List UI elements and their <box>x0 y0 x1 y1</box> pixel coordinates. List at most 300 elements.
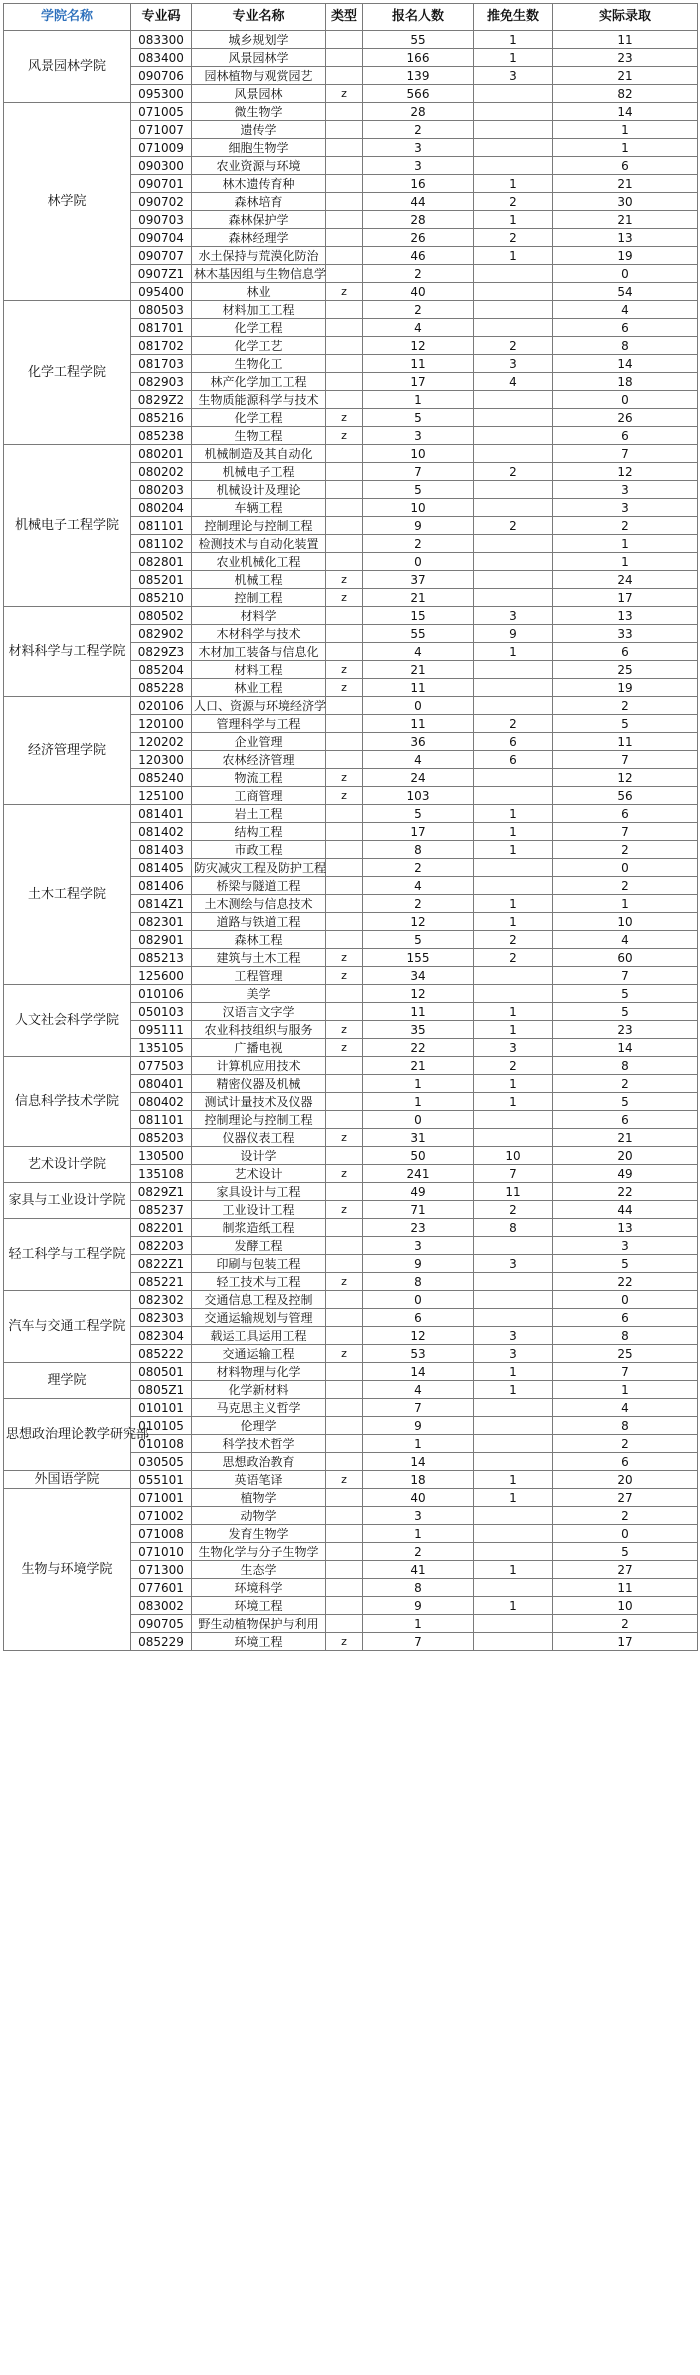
cell-applicants: 11 <box>363 355 474 373</box>
college-name-cell: 理学院 <box>4 1363 131 1399</box>
cell-major: 材料物理与化学 <box>192 1363 326 1381</box>
cell-major: 动物学 <box>192 1507 326 1525</box>
cell-major: 发育生物学 <box>192 1525 326 1543</box>
cell-major: 控制工程 <box>192 589 326 607</box>
cell-major: 化学工程 <box>192 409 326 427</box>
cell-exempt: 1 <box>474 1003 553 1021</box>
cell-admitted: 8 <box>553 1417 698 1435</box>
cell-major: 结构工程 <box>192 823 326 841</box>
cell-admitted: 0 <box>553 265 698 283</box>
cell-code: 082801 <box>131 553 192 571</box>
cell-type <box>326 553 363 571</box>
cell-applicants: 166 <box>363 49 474 67</box>
cell-type <box>326 67 363 85</box>
cell-major: 森林保护学 <box>192 211 326 229</box>
cell-code: 0805Z1 <box>131 1381 192 1399</box>
cell-major: 制浆造纸工程 <box>192 1219 326 1237</box>
cell-exempt: 3 <box>474 607 553 625</box>
cell-code: 090703 <box>131 211 192 229</box>
cell-major: 市政工程 <box>192 841 326 859</box>
cell-admitted: 17 <box>553 1633 698 1651</box>
cell-type: z <box>326 769 363 787</box>
cell-admitted: 13 <box>553 607 698 625</box>
cell-type <box>326 499 363 517</box>
cell-admitted: 1 <box>553 139 698 157</box>
cell-applicants: 34 <box>363 967 474 985</box>
cell-code: 081401 <box>131 805 192 823</box>
cell-type <box>326 1399 363 1417</box>
cell-type: z <box>326 1471 363 1489</box>
cell-major: 机械制造及其自动化 <box>192 445 326 463</box>
cell-code: 090300 <box>131 157 192 175</box>
cell-type <box>326 445 363 463</box>
cell-code: 080201 <box>131 445 192 463</box>
cell-applicants: 28 <box>363 211 474 229</box>
college-name-cell: 化学工程学院 <box>4 301 131 445</box>
cell-type <box>326 1489 363 1507</box>
cell-admitted: 11 <box>553 733 698 751</box>
cell-exempt: 3 <box>474 355 553 373</box>
cell-admitted: 4 <box>553 301 698 319</box>
cell-major: 森林经理学 <box>192 229 326 247</box>
cell-code: 082203 <box>131 1237 192 1255</box>
cell-applicants: 155 <box>363 949 474 967</box>
cell-applicants: 50 <box>363 1147 474 1165</box>
cell-code: 085213 <box>131 949 192 967</box>
cell-major: 载运工具运用工程 <box>192 1327 326 1345</box>
cell-exempt <box>474 769 553 787</box>
cell-code: 080202 <box>131 463 192 481</box>
cell-type <box>326 121 363 139</box>
cell-exempt: 9 <box>474 625 553 643</box>
cell-code: 071009 <box>131 139 192 157</box>
cell-code: 071008 <box>131 1525 192 1543</box>
cell-type <box>326 607 363 625</box>
cell-exempt <box>474 409 553 427</box>
cell-applicants: 9 <box>363 517 474 535</box>
cell-major: 林木基因组与生物信息学 <box>192 265 326 283</box>
cell-admitted: 23 <box>553 1021 698 1039</box>
cell-exempt: 3 <box>474 67 553 85</box>
cell-code: 120202 <box>131 733 192 751</box>
cell-major: 生物工程 <box>192 427 326 445</box>
cell-exempt <box>474 85 553 103</box>
cell-major: 化学工程 <box>192 319 326 337</box>
cell-exempt <box>474 391 553 409</box>
cell-code: 0814Z1 <box>131 895 192 913</box>
cell-major: 车辆工程 <box>192 499 326 517</box>
cell-exempt <box>474 859 553 877</box>
cell-exempt: 1 <box>474 175 553 193</box>
cell-applicants: 2 <box>363 301 474 319</box>
cell-major: 木材加工装备与信息化 <box>192 643 326 661</box>
cell-type <box>326 1255 363 1273</box>
cell-major: 城乡规划学 <box>192 31 326 49</box>
table-row <box>4 1399 698 1417</box>
cell-exempt: 7 <box>474 1165 553 1183</box>
table-row <box>4 805 698 823</box>
college-name-cell: 轻工科学与工程学院 <box>4 1219 131 1291</box>
cell-major: 园林植物与观赏园艺 <box>192 67 326 85</box>
cell-major: 环境科学 <box>192 1579 326 1597</box>
cell-major: 伦理学 <box>192 1417 326 1435</box>
cell-major: 交通运输规划与管理 <box>192 1309 326 1327</box>
cell-code: 080203 <box>131 481 192 499</box>
cell-exempt: 1 <box>474 31 553 49</box>
header-row <box>4 4 698 31</box>
cell-type <box>326 1435 363 1453</box>
cell-exempt <box>474 103 553 121</box>
cell-code: 081101 <box>131 1111 192 1129</box>
cell-code: 082201 <box>131 1219 192 1237</box>
cell-applicants: 55 <box>363 31 474 49</box>
cell-applicants: 40 <box>363 1489 474 1507</box>
cell-admitted: 6 <box>553 1111 698 1129</box>
cell-type <box>326 1381 363 1399</box>
cell-code: 071001 <box>131 1489 192 1507</box>
cell-type <box>326 913 363 931</box>
cell-applicants: 0 <box>363 1291 474 1309</box>
cell-code: 071300 <box>131 1561 192 1579</box>
cell-code: 081701 <box>131 319 192 337</box>
cell-admitted: 21 <box>553 211 698 229</box>
cell-applicants: 10 <box>363 499 474 517</box>
cell-exempt <box>474 1291 553 1309</box>
cell-type <box>326 193 363 211</box>
cell-admitted: 8 <box>553 1327 698 1345</box>
cell-code: 077601 <box>131 1579 192 1597</box>
cell-type <box>326 805 363 823</box>
cell-applicants: 28 <box>363 103 474 121</box>
cell-code: 090704 <box>131 229 192 247</box>
cell-code: 120300 <box>131 751 192 769</box>
cell-applicants: 46 <box>363 247 474 265</box>
cell-exempt <box>474 535 553 553</box>
cell-admitted: 8 <box>553 1057 698 1075</box>
cell-admitted: 60 <box>553 949 698 967</box>
cell-admitted: 5 <box>553 1093 698 1111</box>
cell-exempt <box>474 1111 553 1129</box>
cell-type <box>326 229 363 247</box>
cell-major: 马克思主义哲学 <box>192 1399 326 1417</box>
cell-major: 物流工程 <box>192 769 326 787</box>
cell-exempt <box>474 1309 553 1327</box>
cell-type <box>326 1525 363 1543</box>
cell-type <box>326 517 363 535</box>
cell-type: z <box>326 85 363 103</box>
cell-code: 083400 <box>131 49 192 67</box>
cell-major: 家具设计与工程 <box>192 1183 326 1201</box>
cell-applicants: 2 <box>363 859 474 877</box>
cell-major: 风景园林 <box>192 85 326 103</box>
cell-admitted: 44 <box>553 1201 698 1219</box>
cell-exempt <box>474 787 553 805</box>
cell-type <box>326 841 363 859</box>
cell-admitted: 13 <box>553 1219 698 1237</box>
cell-type <box>326 319 363 337</box>
cell-code: 082302 <box>131 1291 192 1309</box>
cell-admitted: 2 <box>553 877 698 895</box>
table-row <box>4 607 698 625</box>
cell-major: 艺术设计 <box>192 1165 326 1183</box>
cell-applicants: 17 <box>363 373 474 391</box>
cell-major: 英语笔译 <box>192 1471 326 1489</box>
cell-admitted: 21 <box>553 175 698 193</box>
cell-exempt <box>474 1129 553 1147</box>
cell-applicants: 5 <box>363 409 474 427</box>
cell-applicants: 26 <box>363 229 474 247</box>
table-row <box>4 1363 698 1381</box>
cell-major: 生物质能源科学与技术 <box>192 391 326 409</box>
cell-type: z <box>326 1345 363 1363</box>
cell-type <box>326 1615 363 1633</box>
cell-major: 森林培育 <box>192 193 326 211</box>
cell-major: 人口、资源与环境经济学 <box>192 697 326 715</box>
college-name-cell: 生物与环境学院 <box>4 1489 131 1651</box>
cell-applicants: 12 <box>363 337 474 355</box>
cell-major: 企业管理 <box>192 733 326 751</box>
cell-code: 080204 <box>131 499 192 517</box>
cell-exempt <box>474 1399 553 1417</box>
cell-admitted: 25 <box>553 1345 698 1363</box>
cell-admitted: 2 <box>553 841 698 859</box>
cell-exempt <box>474 283 553 301</box>
cell-major: 控制理论与控制工程 <box>192 1111 326 1129</box>
cell-exempt: 1 <box>474 1075 553 1093</box>
cell-applicants: 2 <box>363 535 474 553</box>
cell-admitted: 6 <box>553 427 698 445</box>
cell-type <box>326 733 363 751</box>
cell-type <box>326 373 363 391</box>
cell-type <box>326 1147 363 1165</box>
cell-admitted: 25 <box>553 661 698 679</box>
cell-admitted: 7 <box>553 967 698 985</box>
cell-code: 050103 <box>131 1003 192 1021</box>
table-row <box>4 1147 698 1165</box>
cell-code: 085222 <box>131 1345 192 1363</box>
cell-major: 机械工程 <box>192 571 326 589</box>
cell-applicants: 14 <box>363 1453 474 1471</box>
cell-major: 化学新材料 <box>192 1381 326 1399</box>
cell-type: z <box>326 1273 363 1291</box>
cell-admitted: 49 <box>553 1165 698 1183</box>
cell-type <box>326 751 363 769</box>
cell-admitted: 1 <box>553 121 698 139</box>
cell-code: 081101 <box>131 517 192 535</box>
cell-applicants: 8 <box>363 1273 474 1291</box>
cell-major: 工商管理 <box>192 787 326 805</box>
cell-exempt: 1 <box>474 1093 553 1111</box>
cell-exempt <box>474 1615 553 1633</box>
cell-major: 精密仪器及机械 <box>192 1075 326 1093</box>
cell-admitted: 3 <box>553 1237 698 1255</box>
cell-exempt <box>474 571 553 589</box>
cell-exempt <box>474 1453 553 1471</box>
cell-type <box>326 1111 363 1129</box>
cell-major: 机械电子工程 <box>192 463 326 481</box>
college-name-cell: 外国语学院 <box>4 1471 131 1489</box>
cell-code: 120100 <box>131 715 192 733</box>
cell-code: 010106 <box>131 985 192 1003</box>
cell-admitted: 5 <box>553 1255 698 1273</box>
cell-major: 仪器仪表工程 <box>192 1129 326 1147</box>
cell-exempt <box>474 499 553 517</box>
cell-major: 细胞生物学 <box>192 139 326 157</box>
cell-code: 090706 <box>131 67 192 85</box>
cell-code: 082301 <box>131 913 192 931</box>
cell-code: 081102 <box>131 535 192 553</box>
cell-admitted: 0 <box>553 391 698 409</box>
cell-exempt: 3 <box>474 1327 553 1345</box>
cell-admitted: 19 <box>553 247 698 265</box>
cell-applicants: 37 <box>363 571 474 589</box>
college-name-cell: 信息科学技术学院 <box>4 1057 131 1147</box>
cell-admitted: 11 <box>553 1579 698 1597</box>
cell-exempt: 2 <box>474 1057 553 1075</box>
cell-major: 林产化学加工工程 <box>192 373 326 391</box>
cell-type: z <box>326 661 363 679</box>
cell-type <box>326 355 363 373</box>
cell-admitted: 22 <box>553 1183 698 1201</box>
cell-applicants: 10 <box>363 445 474 463</box>
cell-applicants: 139 <box>363 67 474 85</box>
cell-applicants: 35 <box>363 1021 474 1039</box>
cell-applicants: 12 <box>363 985 474 1003</box>
cell-major: 美学 <box>192 985 326 1003</box>
cell-admitted: 4 <box>553 931 698 949</box>
cell-admitted: 22 <box>553 1273 698 1291</box>
cell-exempt <box>474 1525 553 1543</box>
cell-applicants: 40 <box>363 283 474 301</box>
cell-admitted: 7 <box>553 1363 698 1381</box>
cell-applicants: 1 <box>363 1075 474 1093</box>
cell-type: z <box>326 283 363 301</box>
cell-exempt <box>474 1237 553 1255</box>
cell-type <box>326 1057 363 1075</box>
cell-exempt: 1 <box>474 1597 553 1615</box>
cell-admitted: 6 <box>553 1453 698 1471</box>
cell-code: 010108 <box>131 1435 192 1453</box>
cell-exempt: 1 <box>474 823 553 841</box>
cell-exempt: 8 <box>474 1219 553 1237</box>
cell-applicants: 5 <box>363 481 474 499</box>
cell-type <box>326 247 363 265</box>
cell-exempt <box>474 1417 553 1435</box>
cell-code: 080501 <box>131 1363 192 1381</box>
cell-type <box>326 211 363 229</box>
cell-major: 木材科学与技术 <box>192 625 326 643</box>
cell-admitted: 24 <box>553 571 698 589</box>
cell-type: z <box>326 1165 363 1183</box>
cell-admitted: 21 <box>553 67 698 85</box>
cell-exempt <box>474 1273 553 1291</box>
cell-major: 建筑与土木工程 <box>192 949 326 967</box>
cell-admitted: 7 <box>553 751 698 769</box>
header-admitted: 实际录取 <box>553 4 698 31</box>
cell-code: 0829Z2 <box>131 391 192 409</box>
cell-type <box>326 931 363 949</box>
cell-applicants: 44 <box>363 193 474 211</box>
cell-applicants: 71 <box>363 1201 474 1219</box>
cell-major: 轻工技术与工程 <box>192 1273 326 1291</box>
cell-major: 环境工程 <box>192 1597 326 1615</box>
cell-major: 材料工程 <box>192 661 326 679</box>
cell-code: 081406 <box>131 877 192 895</box>
cell-applicants: 9 <box>363 1255 474 1273</box>
cell-major: 农业科技组织与服务 <box>192 1021 326 1039</box>
college-name-cell: 汽车与交通工程学院 <box>4 1291 131 1363</box>
cell-type: z <box>326 1129 363 1147</box>
cell-applicants: 16 <box>363 175 474 193</box>
cell-code: 095400 <box>131 283 192 301</box>
cell-applicants: 55 <box>363 625 474 643</box>
cell-exempt <box>474 481 553 499</box>
header-major: 专业名称 <box>192 4 326 31</box>
cell-major: 控制理论与控制工程 <box>192 517 326 535</box>
cell-major: 农林经济管理 <box>192 751 326 769</box>
cell-applicants: 566 <box>363 85 474 103</box>
cell-exempt: 2 <box>474 193 553 211</box>
cell-major: 土木测绘与信息技术 <box>192 895 326 913</box>
cell-type <box>326 31 363 49</box>
header-college: 学院名称 <box>4 4 131 31</box>
cell-exempt: 1 <box>474 841 553 859</box>
cell-exempt <box>474 661 553 679</box>
cell-exempt: 1 <box>474 1561 553 1579</box>
cell-code: 083300 <box>131 31 192 49</box>
cell-applicants: 2 <box>363 121 474 139</box>
cell-exempt <box>474 553 553 571</box>
cell-major: 生物化工 <box>192 355 326 373</box>
cell-code: 0822Z1 <box>131 1255 192 1273</box>
cell-exempt: 3 <box>474 1345 553 1363</box>
cell-type <box>326 1093 363 1111</box>
cell-major: 桥梁与隧道工程 <box>192 877 326 895</box>
cell-applicants: 1 <box>363 1615 474 1633</box>
cell-major: 野生动植物保护与利用 <box>192 1615 326 1633</box>
table-row <box>4 31 698 49</box>
cell-admitted: 30 <box>553 193 698 211</box>
cell-applicants: 103 <box>363 787 474 805</box>
cell-exempt <box>474 427 553 445</box>
cell-exempt: 1 <box>474 1021 553 1039</box>
cell-admitted: 10 <box>553 913 698 931</box>
cell-type <box>326 1003 363 1021</box>
cell-major: 农业资源与环境 <box>192 157 326 175</box>
cell-type: z <box>326 409 363 427</box>
cell-code: 081405 <box>131 859 192 877</box>
cell-code: 085204 <box>131 661 192 679</box>
cell-applicants: 3 <box>363 1507 474 1525</box>
cell-applicants: 1 <box>363 1435 474 1453</box>
cell-admitted: 11 <box>553 31 698 49</box>
cell-major: 印刷与包装工程 <box>192 1255 326 1273</box>
cell-major: 环境工程 <box>192 1633 326 1651</box>
cell-type <box>326 1309 363 1327</box>
cell-exempt: 1 <box>474 211 553 229</box>
cell-major: 植物学 <box>192 1489 326 1507</box>
cell-exempt: 10 <box>474 1147 553 1165</box>
cell-applicants: 2 <box>363 265 474 283</box>
college-name-cell: 土木工程学院 <box>4 805 131 985</box>
cell-applicants: 41 <box>363 1561 474 1579</box>
cell-code: 081703 <box>131 355 192 373</box>
cell-admitted: 6 <box>553 157 698 175</box>
cell-applicants: 4 <box>363 877 474 895</box>
cell-type <box>326 1543 363 1561</box>
cell-exempt <box>474 445 553 463</box>
cell-major: 汉语言文字学 <box>192 1003 326 1021</box>
